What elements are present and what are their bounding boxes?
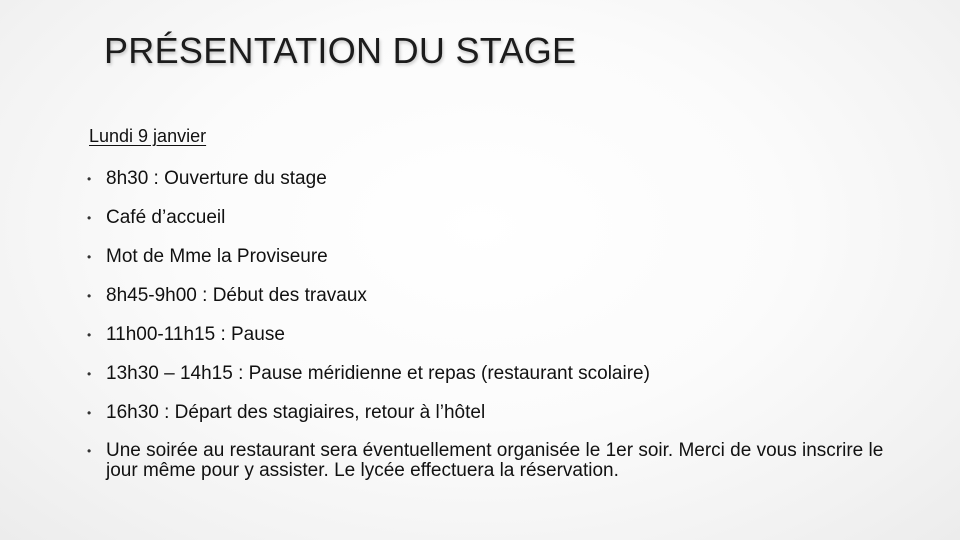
- list-item-text: 16h30 : Départ des stagiaires, retour à l’hôtel: [106, 402, 486, 423]
- list-item: [84, 285, 884, 307]
- list-item: [84, 402, 884, 424]
- bullet-icon: •: [87, 444, 92, 458]
- list-item-text: 8h30 : Ouverture du stage: [106, 168, 327, 189]
- list-item: [84, 324, 884, 346]
- slide-title: PRÉSENTATION DU STAGE: [104, 30, 577, 71]
- list-item-text: Une soirée au restaurant sera éventuellement organisée le 1er soir. Merci de vous inscrire le jour même pour y assister. Le lycée effectuera la réservation.: [106, 440, 884, 481]
- bullet-icon: •: [87, 289, 92, 303]
- bullet-icon: •: [87, 367, 92, 381]
- list-item: [84, 441, 884, 481]
- bullet-icon: •: [87, 172, 92, 186]
- list-item-text: Café d’accueil: [106, 207, 226, 228]
- list-item: [84, 168, 884, 190]
- list-item: [84, 207, 884, 229]
- bullet-icon: •: [87, 328, 92, 342]
- list-item: [84, 246, 884, 268]
- day-heading: Lundi 9 janvier: [89, 126, 207, 146]
- bullet-icon: •: [87, 406, 92, 420]
- schedule-list: [84, 168, 884, 481]
- bullet-icon: •: [87, 211, 92, 225]
- bullet-icon: •: [87, 250, 92, 264]
- list-item-text: 11h00-11h15 : Pause: [106, 324, 285, 345]
- list-item: [84, 363, 884, 385]
- list-item-text: 13h30 – 14h15 : Pause méridienne et repas (restaurant scolaire): [106, 363, 650, 384]
- list-item-text: 8h45-9h00 : Début des travaux: [106, 285, 367, 306]
- list-item-text: Mot de Mme la Proviseure: [106, 246, 328, 267]
